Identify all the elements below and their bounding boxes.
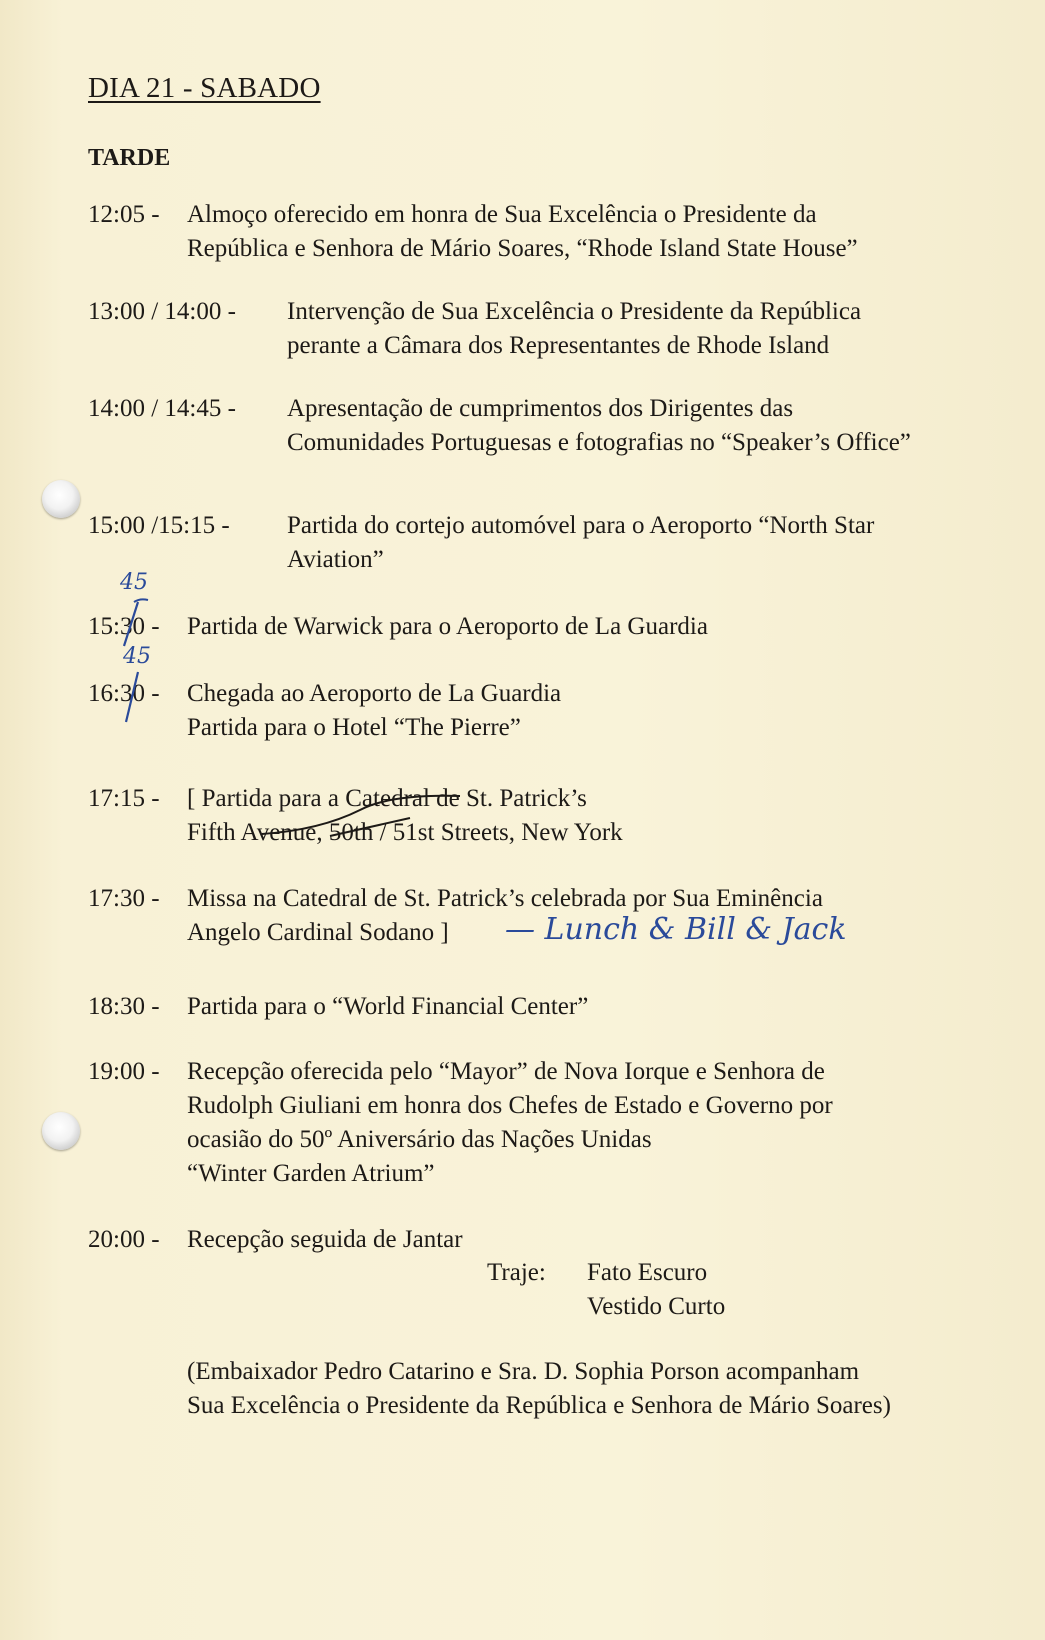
entry-time: 13:00 / 14:00 - <box>88 298 236 325</box>
dress-label: Traje: <box>487 1259 546 1286</box>
entry-line: Partida para o Hotel “The Pierre” <box>187 714 521 741</box>
entry-time: 17:15 - <box>88 785 160 812</box>
entry-time: 16:30 - <box>88 680 160 707</box>
entry-time: 15:00 /15:15 - <box>88 512 230 539</box>
entry-line: Fifth Avenue, 50th / 51st Streets, New York <box>187 819 623 846</box>
handwritten-correction: 45 <box>120 570 148 595</box>
entry-line: Aviation” <box>287 546 384 573</box>
entry-line: Almoço oferecido em honra de Sua Excelência o Presidente da <box>187 201 817 228</box>
entry-line: perante a Câmara dos Representantes de Rhode Island <box>287 332 830 359</box>
dress-item: Vestido Curto <box>587 1293 726 1320</box>
note-line: Sua Excelência o Presidente da República e Senhora de Mário Soares) <box>187 1392 891 1419</box>
crossout-mark <box>260 790 490 845</box>
entry-line: Recepção oferecida pelo “Mayor” de Nova Iorque e Senhora de <box>187 1058 825 1085</box>
entry-time: 20:00 - <box>88 1226 160 1253</box>
entry-line: “Winter Garden Atrium” <box>187 1160 435 1187</box>
dress-item: Fato Escuro <box>587 1259 708 1286</box>
page-title: DIA 21 - SABADO <box>88 72 321 104</box>
entry-time: 17:30 - <box>88 885 160 912</box>
entry-line: ocasião do 50º Aniversário das Nações Unidas <box>187 1126 652 1153</box>
correction-strike <box>120 670 150 730</box>
entry-line: Apresentação de cumprimentos dos Dirigentes das <box>287 395 794 422</box>
handwritten-correction: 45 <box>123 644 151 669</box>
entry-line: Partida para o “World Financial Center” <box>187 993 589 1020</box>
entry-line: Partida do cortejo automóvel para o Aeroporto “North Star <box>287 512 875 539</box>
section-heading: TARDE <box>88 145 171 171</box>
entry-line: Partida de Warwick para o Aeroporto de La Guardia <box>187 613 708 640</box>
entry-line: Recepção seguida de Jantar <box>187 1226 463 1253</box>
handwritten-note: — Lunch & Bill & Jack <box>505 912 847 947</box>
entry-time: 15:30 - <box>88 613 160 640</box>
note-line: (Embaixador Pedro Catarino e Sra. D. Sophia Porson acompanham <box>187 1358 860 1385</box>
entry-line: Angelo Cardinal Sodano ] <box>187 919 449 946</box>
entry-time: 19:00 - <box>88 1058 160 1085</box>
entry-line: Intervenção de Sua Excelência o Presidente da República <box>287 298 862 325</box>
entry-line: Rudolph Giuliani em honra dos Chefes de Estado e Governo por <box>187 1092 833 1119</box>
entry-time: 14:00 / 14:45 - <box>88 395 236 422</box>
entry-line: Comunidades Portuguesas e fotografias no “Speaker’s Office” <box>287 429 911 456</box>
entry-time: 18:30 - <box>88 993 160 1020</box>
binder-hole <box>42 1112 80 1150</box>
binder-hole <box>42 480 80 518</box>
entry-line: Missa na Catedral de St. Patrick’s celebrada por Sua Eminência <box>187 885 823 912</box>
entry-line: [ Partida para a Catedral de St. Patrick’s <box>187 785 587 812</box>
entry-time: 12:05 - <box>88 201 160 228</box>
entry-line: Chegada ao Aeroporto de La Guardia <box>187 680 562 707</box>
entry-line: República e Senhora de Mário Soares, “Rhode Island State House” <box>187 235 858 262</box>
